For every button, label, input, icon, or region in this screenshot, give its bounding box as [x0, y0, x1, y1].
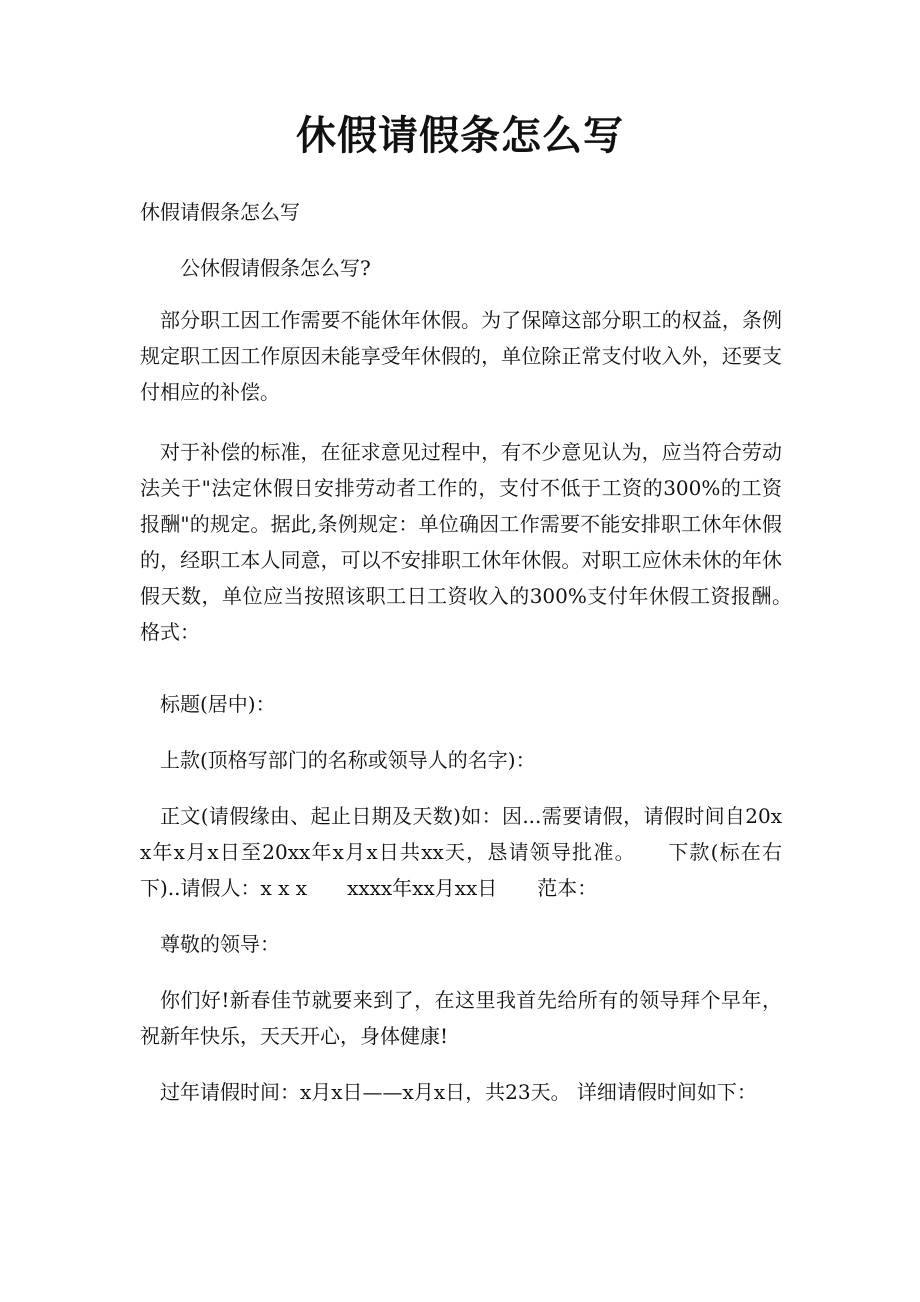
paragraph-salutation: 尊敬的领导：: [160, 932, 280, 956]
paragraph-format-recipient: 上款(顶格写部门的名称或领导人的名字)：: [160, 748, 536, 772]
paragraph-format-body: 正文(请假缘由、起止日期及天数)如：因...需要请假，请假时间自20xx年x月x日至20xx年x月x日共xx天，恳请领导批准。 下款(标在右下)..请假人：x x x xxxx年xx月xx日 范本：: [140, 804, 782, 900]
document-title: 休假请假条怎么写: [296, 112, 624, 159]
paragraph-leave-period: 过年请假时间：x月x日——x月x日，共23天。 详细请假时间如下：: [160, 1080, 757, 1104]
paragraph-compensation-intro: 部分职工因工作需要不能休年休假。为了保障这部分职工的权益，条例规定职工因工作原因未能享受年休假的，单位除正常支付收入外，还要支付相应的补偿。: [140, 308, 782, 404]
paragraph-greeting: 你们好!新春佳节就要来到了，在这里我首先给所有的领导拜个早年，祝新年快乐，天天开心，身体健康!: [140, 988, 782, 1048]
paragraph-compensation-standard: 对于补偿的标准，在征求意见过程中，有不少意见认为，应当符合劳动法关于"法定休假日安排劳动者工作的，支付不低于工资的300%的工资报酬"的规定。据此,条例规定：单位确因工作需要不能安排职工休年休假的，经职工本人同意，可以不安排职工休年休假。对职工应休未休的年休假天数，单位应当按照该职工日工资收入的300%支付年休假工资报酬。 格式：: [140, 440, 822, 644]
paragraph-format-title: 标题(居中)：: [160, 692, 276, 716]
document-question: 公休假请假条怎么写?: [180, 256, 371, 280]
document-subtitle: 休假请假条怎么写: [140, 200, 300, 224]
